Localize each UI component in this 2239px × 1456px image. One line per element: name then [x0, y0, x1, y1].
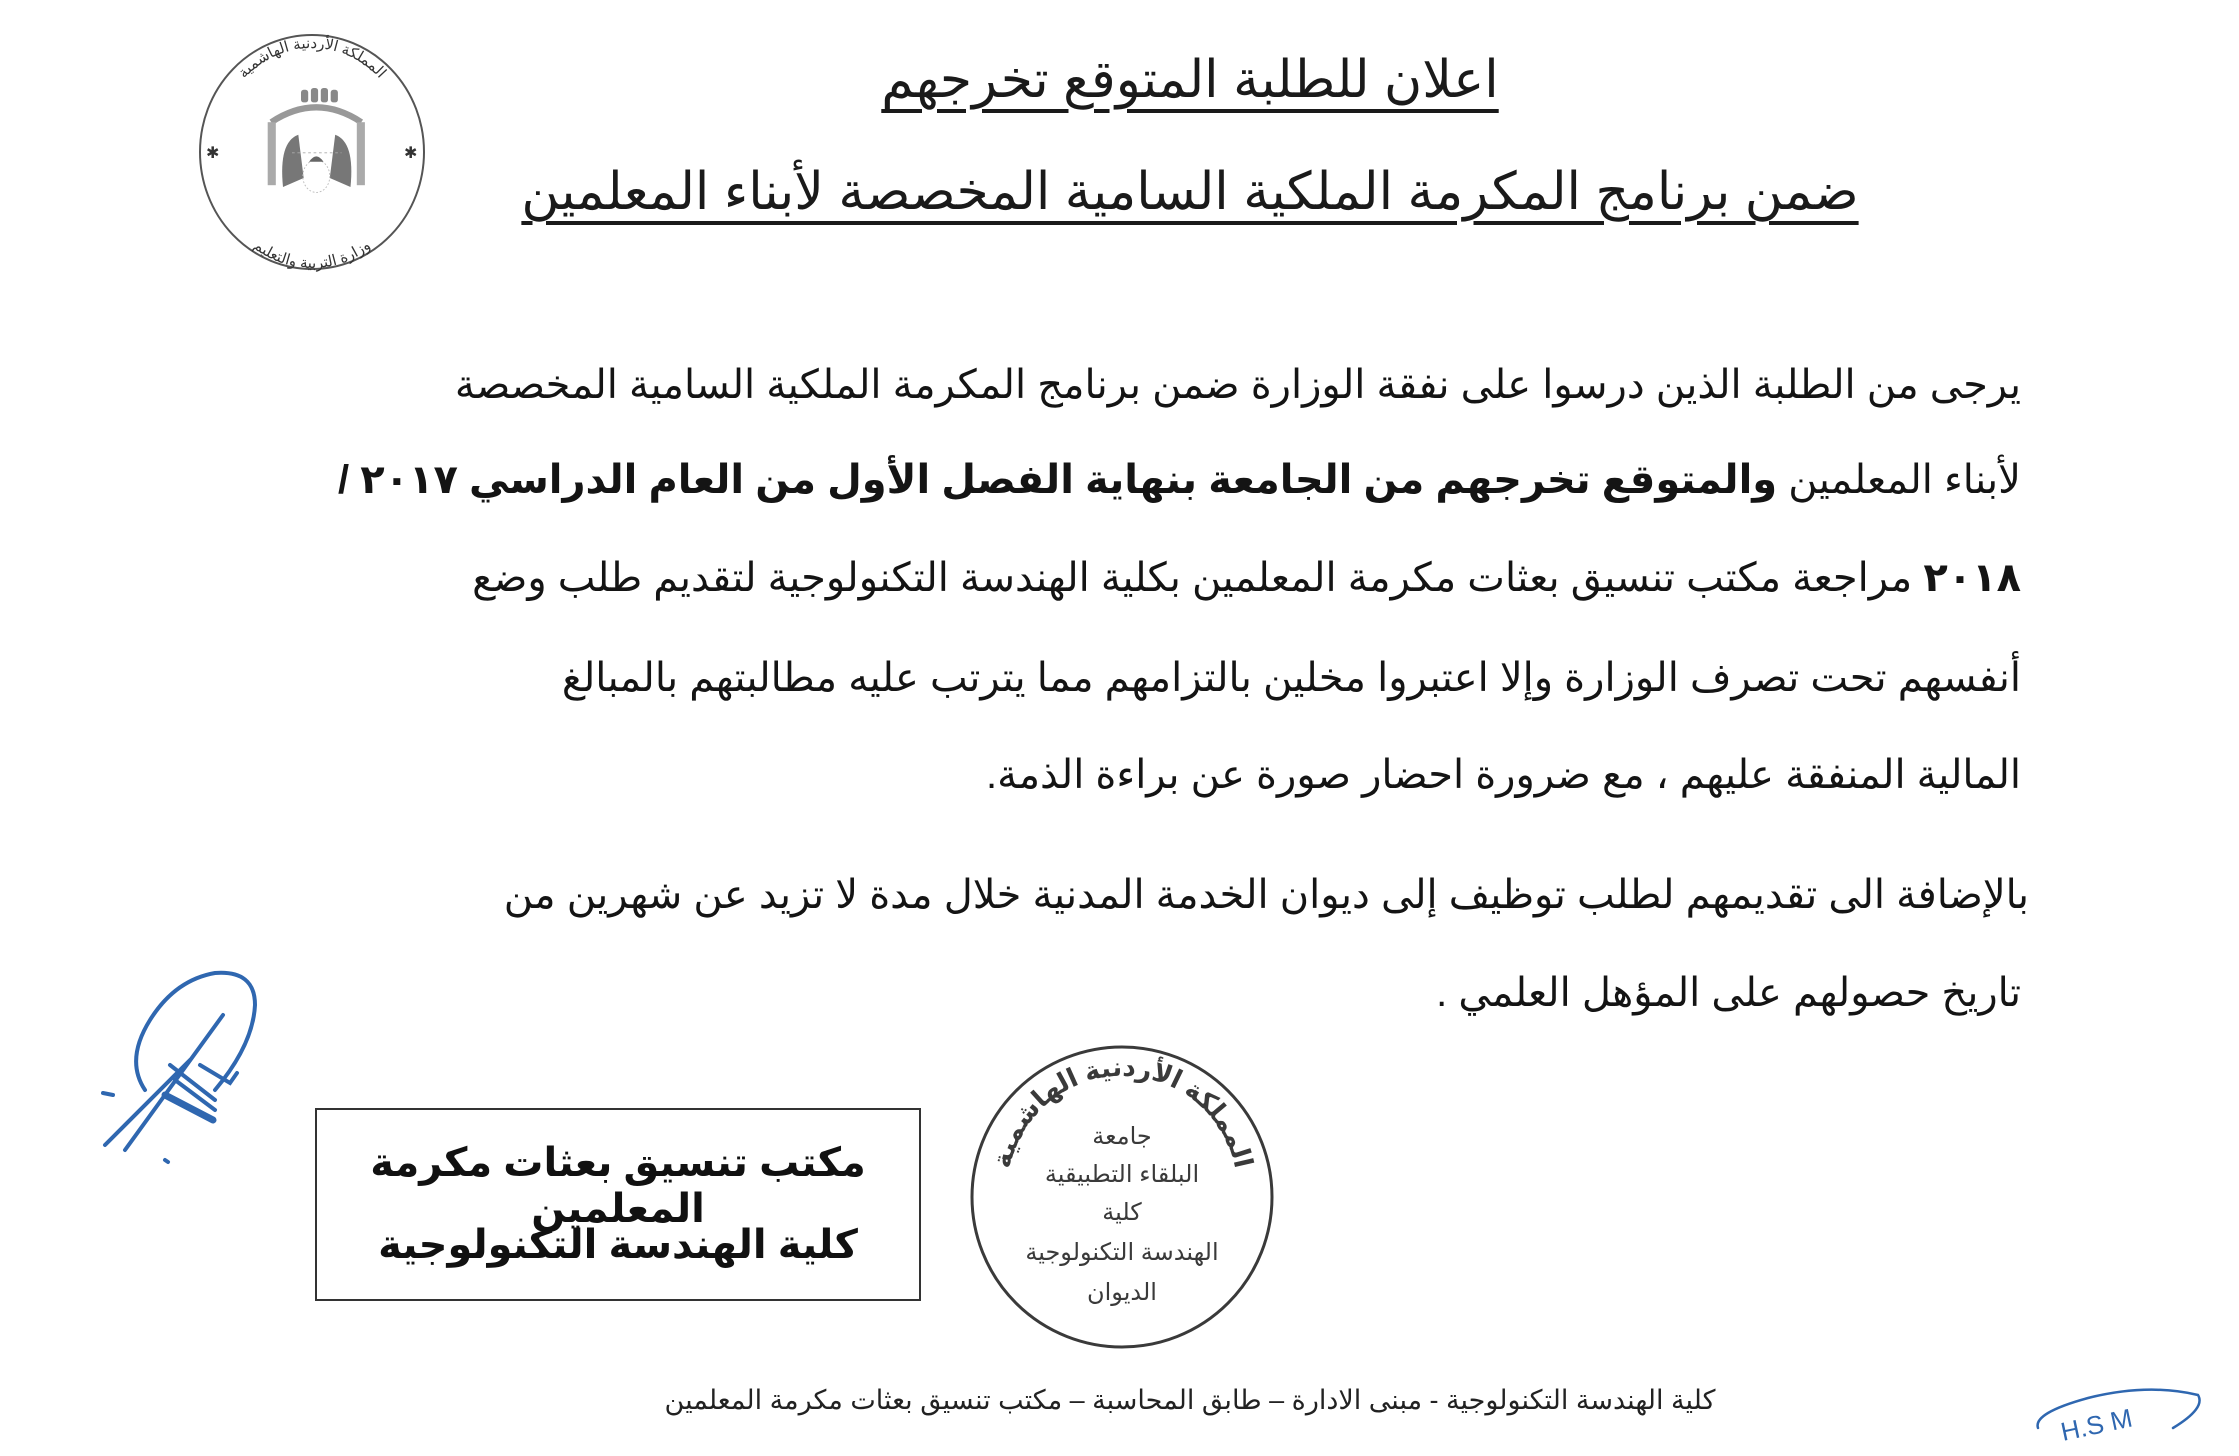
seal-star-icon: ✱	[404, 145, 418, 162]
seal-ring-text-top: المملكة الأردنية الهاشمية	[234, 34, 390, 82]
stamp-ring-text: المملكة الأردنية الهاشمية	[986, 1051, 1259, 1171]
body-line	[338, 452, 2021, 508]
seal-ring-text-bottom: وزارة التربية والتعليم	[250, 236, 374, 273]
announcement-title: اعلان للطلبة المتوقع تخرجهم	[881, 51, 1499, 109]
body-text-bold: والمتوقع تخرجهم من الجامعة بنهاية الفصل الأول من العام الدراسي ٢٠١٧ /	[337, 458, 1778, 502]
body-text: لأبناء المعلمين	[1777, 458, 2021, 502]
stamp-line: كلية	[1102, 1199, 1142, 1226]
body-line: بالإضافة الى تقديمهم لطلب توظيف إلى ديوان الخدمة المدنية خلال مدة لا تزيد عن شهرين من	[503, 873, 2029, 917]
stamp-line: البلقاء التطبيقية	[1044, 1161, 1200, 1188]
college-name: كلية الهندسة التكنولوجية	[378, 1223, 858, 1267]
stamp-line: الديوان	[1087, 1279, 1157, 1306]
body-text-bold: ٢٠١٨	[1923, 556, 2021, 600]
body-text: مراجعة مكتب تنسيق بعثات مكرمة المعلمين بكلية الهندسة التكنولوجية لتقديم طلب وضع	[472, 556, 1924, 600]
body-line: أنفسهم تحت تصرف الوزارة وإلا اعتبروا مخلين بالتزامهم مما يترتب عليه مطالبتهم بالمبالغ	[561, 656, 2021, 700]
body-line: المالية المنفقة عليهم ، مع ضرورة احضار صورة عن براءة الذمة.	[986, 753, 2021, 797]
handwritten-signature	[95, 965, 285, 1170]
stamp-line: الهندسة التكنولوجية	[1025, 1239, 1219, 1266]
ministry-seal-logo	[192, 30, 432, 275]
body-line	[472, 550, 2021, 606]
body-line: يرجى من الطلبة الذين درسوا على نفقة الوزارة ضمن برنامج المكرمة الملكية السامية المخصصة	[454, 363, 2021, 407]
university-stamp	[965, 1042, 1280, 1352]
initials-text: H.S M	[2058, 1402, 2135, 1447]
body-line: تاريخ حصولهم على المؤهل العلمي .	[1436, 971, 2021, 1015]
office-signature-box	[315, 1108, 921, 1301]
office-name: مكتب تنسيق بعثات مكرمة المعلمين	[370, 1141, 866, 1231]
seal-star-icon: ✱	[206, 145, 220, 162]
stamp-line: جامعة	[1092, 1123, 1152, 1150]
announcement-subtitle: ضمن برنامج المكرمة الملكية السامية المخصصة لأبناء المعلمين	[521, 163, 1859, 221]
handwritten-initials	[2028, 1383, 2233, 1453]
seal-ring-bottom	[192, 30, 432, 275]
footer-address: كلية الهندسة التكنولوجية - مبنى الادارة – طابق المحاسبة – مكتب تنسيق بعثات مكرمة المعلمين	[664, 1385, 1716, 1415]
